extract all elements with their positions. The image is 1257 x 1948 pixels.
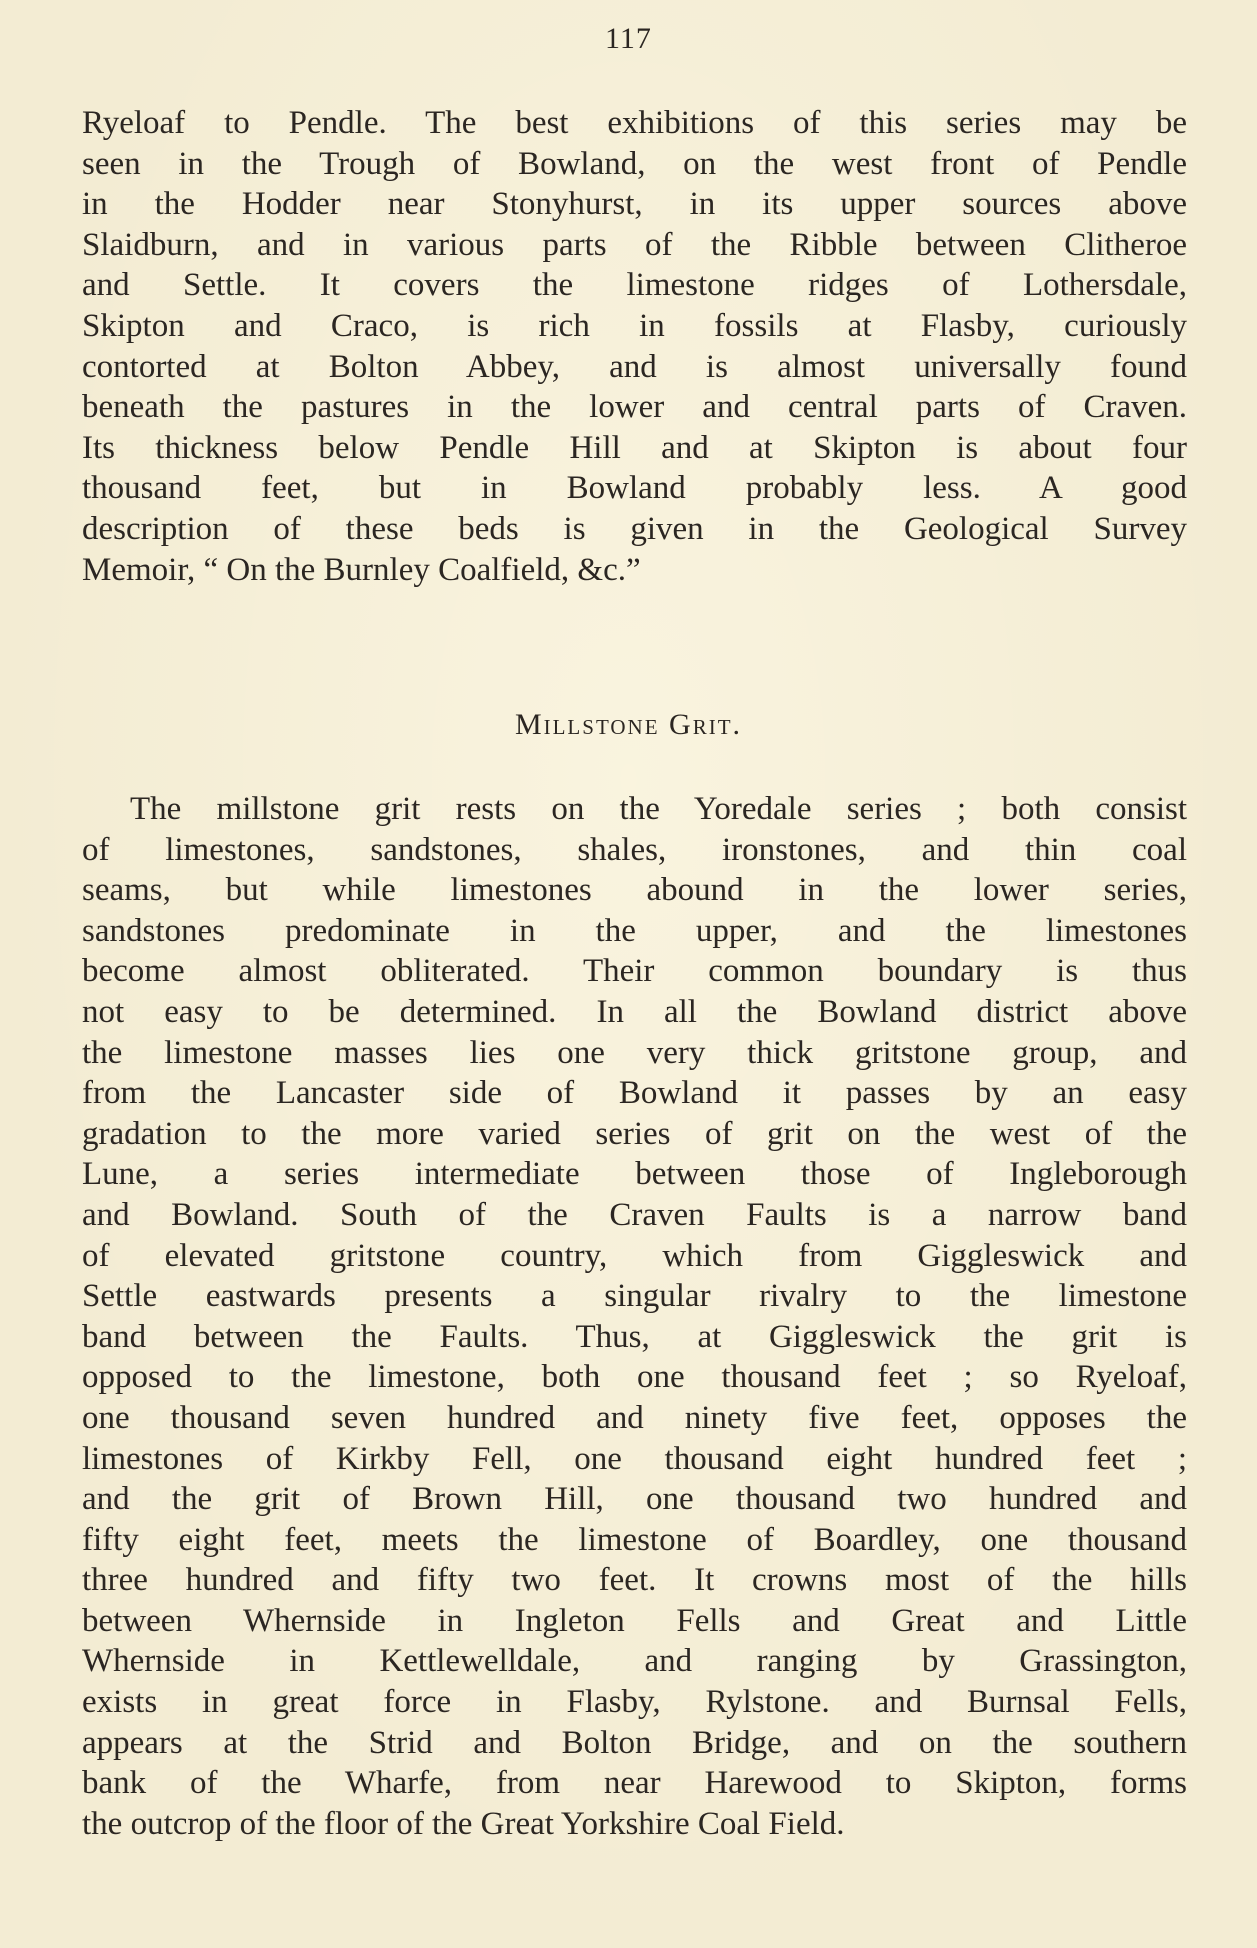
text-line: seams, but while limestones abound in the lower series, bbox=[82, 872, 1187, 909]
text-line: from the Lancaster side of Bowland it passes by an easy bbox=[82, 1075, 1187, 1112]
text-line: become almost obliterated. Their common boundary is thus bbox=[82, 953, 1187, 990]
section-heading: Millstone Grit. bbox=[514, 708, 743, 741]
text-line: thousand feet, but in Bowland probably less. A good bbox=[82, 470, 1187, 507]
text-line: Its thickness below Pendle Hill and at Skipton is about four bbox=[82, 429, 1187, 466]
paragraph-millstone-grit bbox=[82, 789, 1187, 1844]
text-line: Memoir, “ On the Burnley Coalfield, &c.” bbox=[82, 551, 641, 588]
text-line: band between the Faults. Thus, at Giggleswick the grit is bbox=[82, 1318, 1187, 1355]
text-line: not easy to be determined. In all the Bowland district above bbox=[82, 993, 1187, 1030]
text-line: seen in the Trough of Bowland, on the west front of Pendle bbox=[82, 145, 1187, 182]
text-line: one thousand seven hundred and ninety five feet, opposes the bbox=[82, 1399, 1187, 1436]
text-line: opposed to the limestone, both one thousand feet ; so Ryeloaf, bbox=[82, 1359, 1187, 1396]
page-number: 117 bbox=[605, 22, 652, 55]
text-line: and Bowland. South of the Craven Faults is a narrow band bbox=[82, 1196, 1187, 1233]
text-line: The millstone grit rests on the Yoredale series ; both consist bbox=[130, 791, 1187, 827]
text-line: Skipton and Craco, is rich in fossils at Flasby, curiously bbox=[82, 307, 1187, 344]
text-line: between Whernside in Ingleton Fells and Great and Little bbox=[82, 1602, 1187, 1639]
text-line: limestones of Kirkby Fell, one thousand eight hundred feet ; bbox=[82, 1440, 1187, 1477]
text-line: contorted at Bolton Abbey, and is almost universally found bbox=[82, 348, 1187, 385]
text-line: of elevated gritstone country, which from Giggleswick and bbox=[82, 1237, 1187, 1274]
text-line: Whernside in Kettlewelldale, and ranging by Grassington, bbox=[82, 1643, 1187, 1680]
text-line: Ryeloaf to Pendle. The best exhibitions of this series may be bbox=[82, 105, 1187, 141]
text-line: sandstones predominate in the upper, and the limestones bbox=[82, 912, 1187, 949]
text-line: beneath the pastures in the lower and central parts of Craven. bbox=[82, 389, 1187, 426]
text-line: the limestone masses lies one very thick gritstone group, and bbox=[82, 1034, 1187, 1071]
text-line: fifty eight feet, meets the limestone of Boardley, one thousand bbox=[82, 1521, 1187, 1558]
text-line: of limestones, sandstones, shales, ironstones, and thin coal bbox=[82, 831, 1187, 868]
text-line: three hundred and fifty two feet. It crowns most of the hills bbox=[82, 1562, 1187, 1599]
text-line: description of these beds is given in the Geological Survey bbox=[82, 510, 1187, 547]
text-line: and the grit of Brown Hill, one thousand two hundred and bbox=[82, 1481, 1187, 1518]
text-line: exists in great force in Flasby, Rylstone. and Burnsal Fells, bbox=[82, 1684, 1187, 1721]
text-line: gradation to the more varied series of grit on the west of the bbox=[82, 1115, 1187, 1152]
paragraph-yoredale-continued bbox=[82, 103, 1187, 590]
text-line: Lune, a series intermediate between those of Ingleborough bbox=[82, 1156, 1187, 1193]
text-line: appears at the Strid and Bolton Bridge, and on the southern bbox=[82, 1724, 1187, 1761]
text-line: in the Hodder near Stonyhurst, in its upper sources above bbox=[82, 186, 1187, 223]
text-line: Settle eastwards presents a singular rivalry to the limestone bbox=[82, 1278, 1187, 1315]
text-line: and Settle. It covers the limestone ridges of Lothersdale, bbox=[82, 267, 1187, 304]
text-line: Slaidburn, and in various parts of the Ribble between Clitheroe bbox=[82, 226, 1187, 263]
text-line: bank of the Wharfe, from near Harewood to Skipton, forms bbox=[82, 1765, 1187, 1802]
text-line: the outcrop of the floor of the Great Yorkshire Coal Field. bbox=[82, 1805, 845, 1842]
